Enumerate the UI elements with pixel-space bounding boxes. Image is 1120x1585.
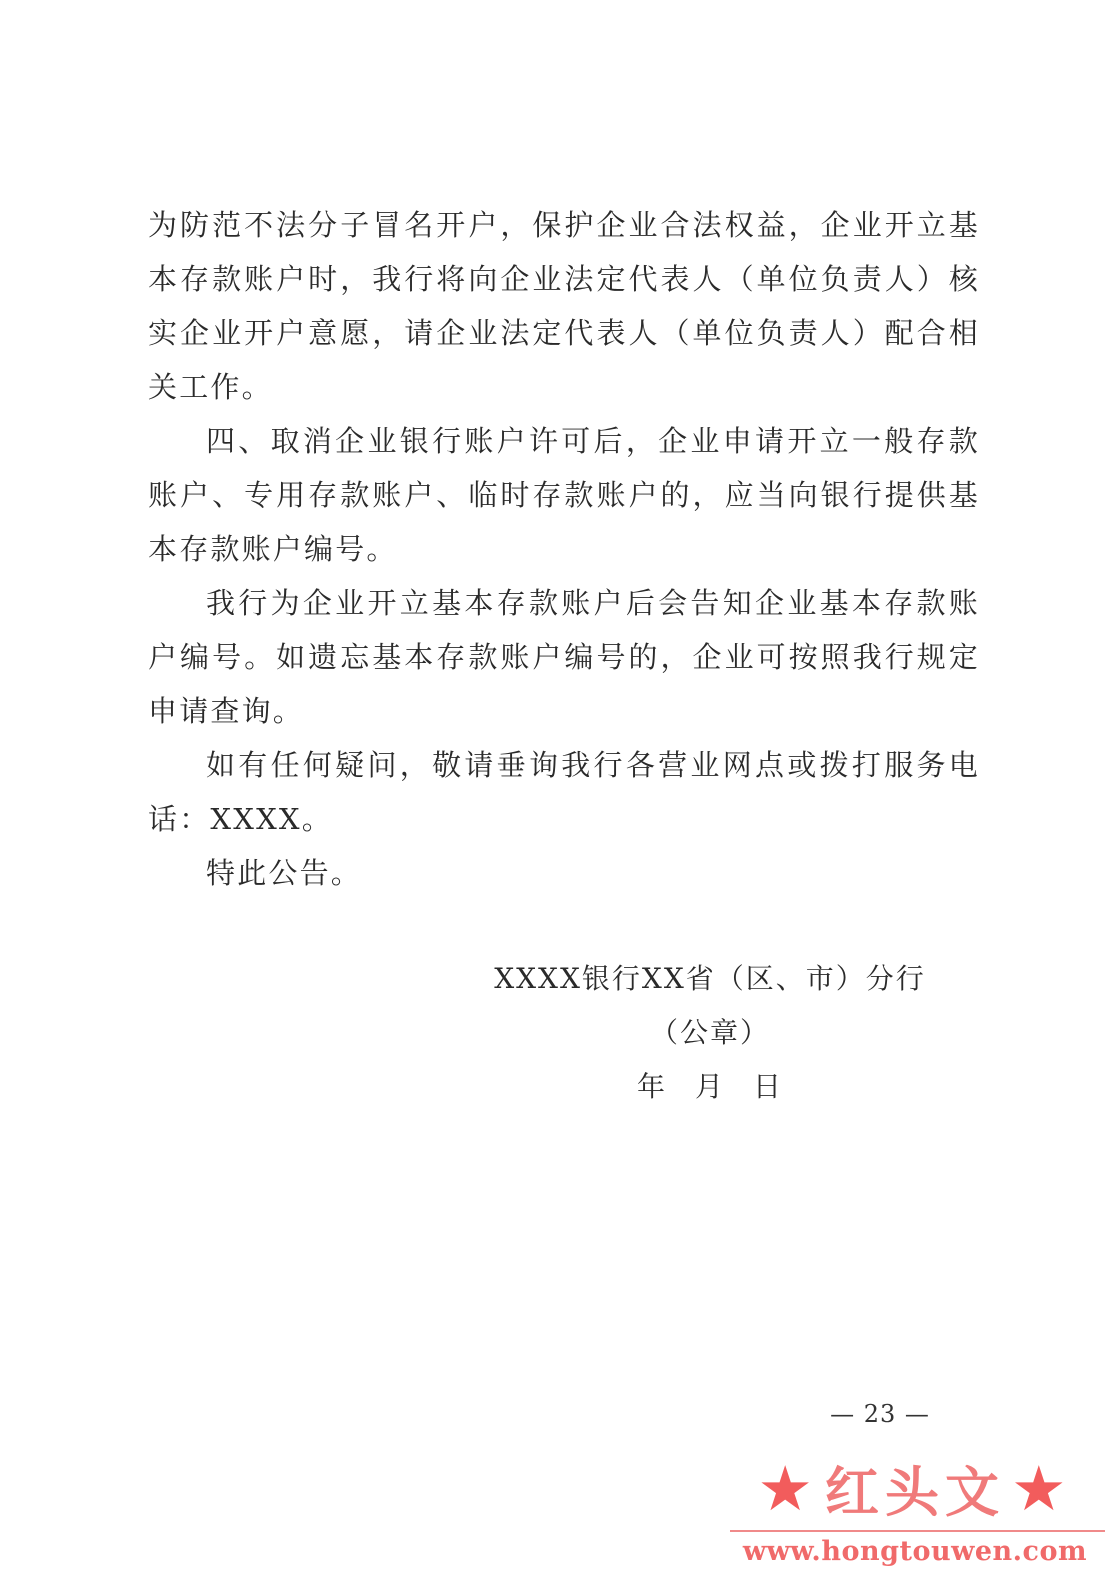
watermark [720, 1448, 1110, 1578]
official-seal-label: （公章） [649, 1016, 770, 1049]
watermark-title [720, 1448, 1110, 1528]
star-icon: ★ [1011, 1451, 1073, 1525]
date-month: 月 [694, 1070, 725, 1103]
watermark-url: www.hongtouwen.com [742, 1536, 1088, 1567]
paragraph-account-number: 我行为企业开立基本存款账户后会告知企业基本存款账户编号。如遗忘基本存款账户编号的，企业可按照我行规定申请查询。 [148, 586, 980, 728]
date-day: 日 [752, 1070, 783, 1103]
watermark-divider [730, 1530, 1105, 1532]
paragraph-contact: 如有任何疑问，敬请垂询我行各营业网点或拨打服务电话：XXXX。 [148, 748, 980, 836]
paragraph-section-four: 四、取消企业银行账户许可后，企业申请开立一般存款账户、专用存款账户、临时存款账户的，应当向银行提供基本存款账户编号。 [148, 424, 980, 566]
watermark-title-text: 红头文 [825, 1460, 1005, 1524]
date-year: 年 [636, 1070, 667, 1103]
page-number: — 23 — [830, 1400, 930, 1428]
paragraph-verification: 为防范不法分子冒名开户，保护企业合法权益，企业开立基本存款账户时，我行将向企业法定代表人（单位负责人）核实企业开户意愿，请企业法定代表人（单位负责人）配合相关工作。 [148, 208, 980, 404]
body-text [148, 198, 980, 900]
paragraph-closing: 特此公告。 [206, 856, 363, 890]
date-line [480, 1060, 940, 1114]
signature-block [480, 952, 940, 1114]
star-icon: ★ [757, 1451, 819, 1525]
issuer-name: XXXX银行XX省（区、市）分行 [494, 962, 926, 995]
